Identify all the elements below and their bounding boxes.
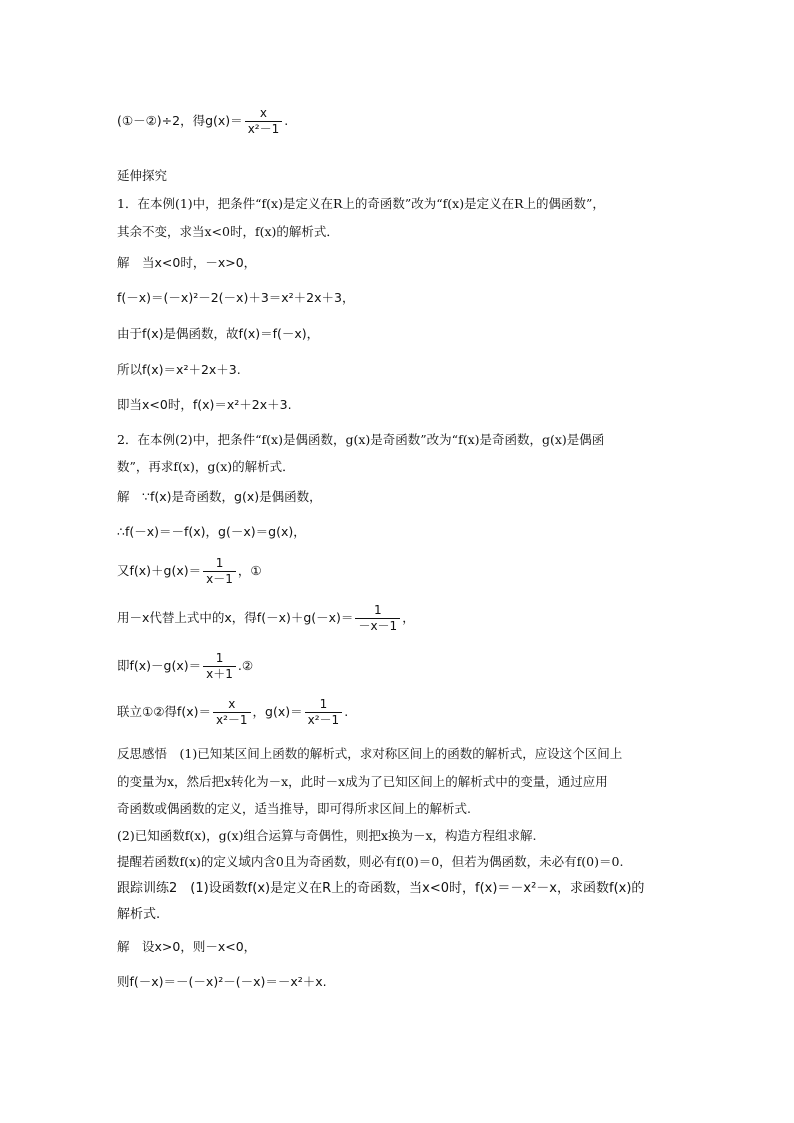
solution-2-line-4: 用－x代替上式中的x，得f(－x)＋g(－x)＝ $\frac{1}{-x-1}$ ， [117, 603, 415, 633]
fraction: $\frac{1}{x+1}$ [203, 651, 236, 682]
solution-2-line-5: 即f(x)－g(x)＝ $\frac{1}{x+1}$ .② [117, 651, 254, 681]
fraction: $\frac{1}{x-1}$ [203, 556, 236, 587]
solution-1-line-4: 所以f(x)＝x²＋2x＋3. [117, 362, 241, 377]
solution-2-line-1: 解 ∵f(x)是奇函数，g(x)是偶函数， [117, 489, 322, 504]
reflection-line-2: 的变量为x，然后把x转化为－x，此时－x成为了已知区间上的解析式中的变量，通过应用 [117, 774, 608, 789]
solution-1-line-2: f(－x)＝(－x)²－2(－x)＋3＝x²＋2x＋3， [117, 290, 355, 305]
reflection-line-5: 提醒若函数f(x)的定义域内含0且为奇函数，则必有f(0)＝0，但若为偶函数，未必有f(0)＝0. [117, 854, 624, 869]
solution-1-line-5: 即当x<0时，f(x)＝x²＋2x＋3. [117, 397, 292, 412]
top-formula-text: (①－②)÷2，得g(x)＝ [117, 113, 243, 128]
solution-2-line-2: ∴f(－x)＝－f(x)，g(－x)＝g(x)， [117, 524, 306, 539]
question-2-line-1: 2．在本例(2)中，把条件“f(x)是偶函数，g(x)是奇函数”改为“f(x)是奇函数，g(x)是偶函 [117, 432, 605, 447]
fraction: $\frac{x}{\text{x²－1}}$ [213, 697, 251, 728]
section-title: 延伸探究 [117, 168, 168, 183]
solution-1-line-1: 解 当x<0时，－x>0， [117, 255, 257, 270]
practice-solution-line-1: 解 设x>0，则－x<0， [117, 939, 257, 954]
question-2-line-2: 数”，再求f(x)，g(x)的解析式． [117, 459, 295, 474]
fraction: $\frac{1}{\text{x²－1}}$ [305, 697, 343, 728]
practice-line-1: 跟踪训练2 (1)设函数f(x)是定义在R上的奇函数，当x<0时，f(x)＝－x²－x，求函数f(x)的 [117, 881, 645, 896]
practice-line-2: 解析式. [117, 907, 161, 922]
solution-2-line-3: 又f(x)＋g(x)＝ $\frac{1}{x-1}$ ，① [117, 556, 262, 586]
question-1-line-2: 其余不变，求当x<0时，f(x)的解析式． [117, 224, 339, 239]
practice-solution-line-2: 则f(－x)＝－(－x)²－(－x)＝－x²＋x. [117, 974, 327, 989]
fraction: $\frac{1}{-x-1}$ [355, 603, 400, 634]
question-1-line-1: 1．在本例(1)中，把条件“f(x)是定义在R上的奇函数”改为“f(x)是定义在R上的偶函数”， [117, 196, 605, 211]
top-formula-line: (①－②)÷2，得g(x)＝ $\frac{x}{\text{x²－1}}$ . [117, 106, 289, 136]
reflection-line-4: (2)已知函数f(x)，g(x)组合运算与奇偶性，则把x换为－x，构造方程组求解. [117, 828, 537, 843]
reflection-line-1: 反思感悟 (1)已知某区间上函数的解析式，求对称区间上的函数的解析式，应设这个区间上 [117, 746, 623, 761]
reflection-line-3: 奇函数或偶函数的定义，适当推导，即可得所求区间上的解析式. [117, 801, 471, 816]
solution-1-line-3: 由于f(x)是偶函数，故f(x)＝f(－x)， [117, 326, 320, 341]
solution-2-line-6: 联立①②得f(x)＝ $\frac{x}{\text{x²－1}}$ ，g(x)＝ $\frac{1}{\text{x²－1}}$ . [117, 697, 349, 727]
fraction: $\frac{x}{\text{x²－1}}$ [245, 106, 283, 137]
